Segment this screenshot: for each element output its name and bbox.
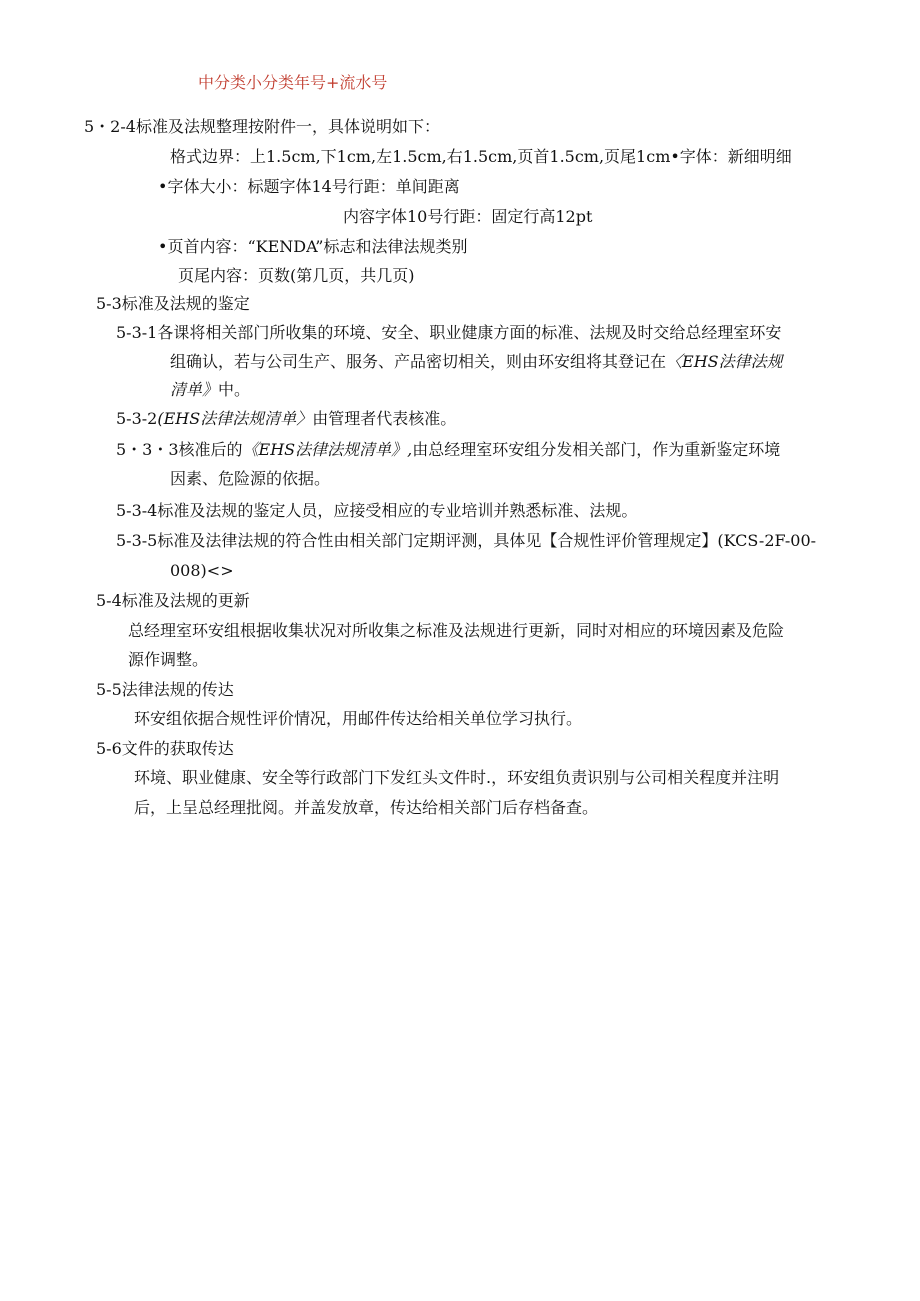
- section-5-6-line2: 后，上呈总经理批阅。并盖发放章，传达给相关部门后存档备查。: [134, 798, 599, 817]
- section-5-4-line1: 总经理室环安组根据收集状况对所收集之标准及法规进行更新，同时对相应的环境因素及危险: [128, 621, 785, 640]
- section-5-2-4-heading: 5・2-4标准及法规整理按附件一，具体说明如下：: [84, 117, 440, 136]
- format-margins-line: 格式边界：上1.5cm,下1cm,左1.5cm,右1.5cm,页首1.5cm,页尾1cm•字体：新细明细: [170, 147, 792, 166]
- item-5-3-1-line3: [170, 379, 250, 401]
- section-5-6-heading: 5-6文件的获取传达: [96, 739, 234, 758]
- red-code-line: 中分类小分类年号+流水号: [198, 73, 388, 92]
- item-5-3-2-italic: (EHS法律法规清单〉: [157, 409, 313, 428]
- item-5-3-1-line3-text: 中。: [218, 380, 251, 399]
- section-5-4-heading: 5-4标准及法规的更新: [96, 591, 250, 610]
- item-5-3-5-line1: 5-3-5标准及法律法规的符合性由相关部门定期评测，具体见【合规性评价管理规定】(KCS-2F-00-: [116, 531, 817, 550]
- item-5-3-3-italic: 《EHS法律法规清单》,: [242, 440, 413, 459]
- item-5-3-4: 5-3-4标准及法规的鉴定人员，应接受相应的专业培训并熟悉标准、法规。: [116, 501, 638, 520]
- section-5-4-line2: 源作调整。: [128, 650, 209, 669]
- item-5-3-3-line1: [116, 439, 780, 461]
- ehs-list-italic-end: 清单》: [170, 380, 219, 399]
- item-5-3-3-number: 5・3・3核准后的: [116, 440, 243, 459]
- item-5-3-2: [116, 408, 456, 430]
- footer-content-line: 页尾内容：页数(第几页，共几页): [178, 266, 415, 285]
- section-5-3-heading: 5-3标准及法规的鉴定: [96, 294, 250, 313]
- item-5-3-2-text: 由管理者代表核准。: [312, 409, 457, 428]
- section-5-5-heading: 5-5法律法规的传达: [96, 680, 234, 699]
- ehs-list-italic: 〈EHS法律法规: [666, 352, 783, 371]
- section-5-6-line1: 环境、职业健康、安全等行政部门下发红头文件时.，环安组负责识别与公司相关程度并注明: [134, 768, 780, 787]
- item-5-3-3-text: 由总经理室环安组分发相关部门，作为重新鉴定环境: [412, 440, 781, 459]
- item-5-3-1-line2: [170, 351, 783, 373]
- item-5-3-2-number: 5-3-2: [116, 409, 158, 428]
- item-5-3-3-line2: 因素、危险源的依据。: [170, 469, 331, 488]
- header-content-line: •页首内容：“KENDA”标志和法律法规类别: [158, 237, 468, 256]
- item-5-3-1-line1: 5-3-1各课将相关部门所收集的环境、安全、职业健康方面的标准、法规及时交给总经理室环安: [116, 323, 782, 342]
- font-size-title-line: •字体大小：标题字体14号行距：单间距离: [158, 177, 460, 196]
- item-5-3-1-line2-text: 组确认，若与公司生产、服务、产品密切相关，则由环安组将其登记在: [170, 352, 667, 371]
- item-5-3-5-line2: 008)<>: [170, 561, 234, 580]
- section-5-5-line1: 环安组依据合规性评价情况，用邮件传达给相关单位学习执行。: [134, 709, 583, 728]
- font-size-content-line: 内容字体10号行距：固定行高12pt: [343, 207, 593, 226]
